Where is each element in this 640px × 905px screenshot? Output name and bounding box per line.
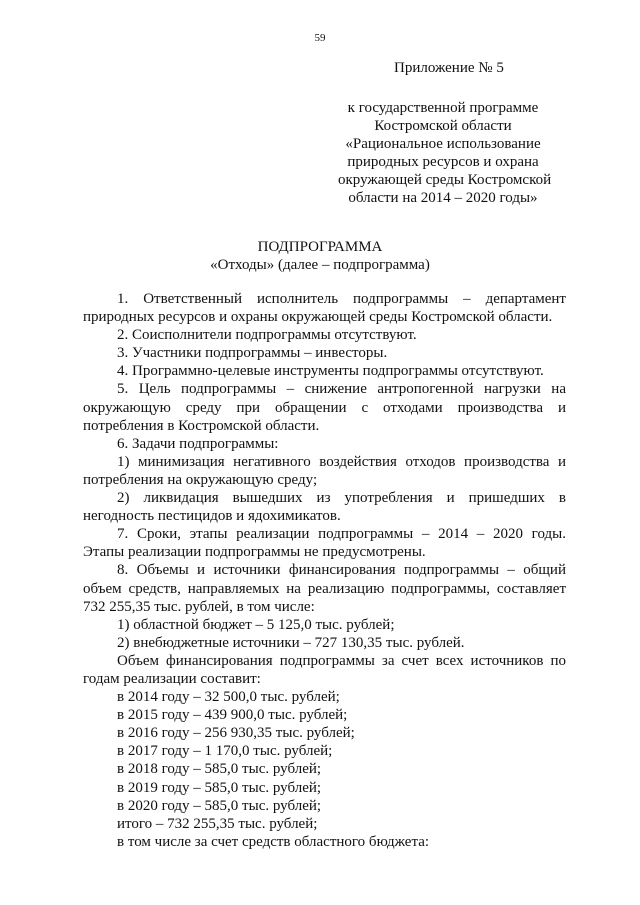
subprogram-subtitle: «Отходы» (далее – подпрограмма) [210,257,430,273]
appendix-line: природных ресурсов и охрана [347,154,539,170]
body-line: 1) областной бюджет – 5 125,0 тыс. рублей; [117,616,395,633]
body-line: 4. Программно-целевые инструменты подпрограммы отсутствуют. [117,363,544,380]
body-line: природных ресурсов и охраны окружающей среды Костромской области. [83,309,553,326]
appendix-line: области на 2014 – 2020 годы» [348,190,538,206]
body-line: 732 255,35 тыс. рублей, в том числе: [83,598,315,615]
body-line: 7. Сроки, этапы реализации подпрограммы – 2014 – 2020 годы. [117,526,566,543]
appendix-line: окружающей среды Костромской [338,172,552,188]
body-line: 5. Цель подпрограммы – снижение антропогенной нагрузки на [117,381,566,398]
body-line: в 2019 году – 585,0 тыс. рублей; [117,779,322,796]
body-line: 1. Ответственный исполнитель подпрограммы – департамент [117,291,566,307]
page-number: 59 [314,32,326,44]
body-line: потребления в Костромской области. [83,417,320,434]
appendix-title: Приложение № 5 [394,60,504,76]
subprogram-heading [0,238,640,274]
body-line: 2) ликвидация вышедших из употребления и пришедших в [117,490,566,507]
body-line: годам реализации составит: [83,670,261,687]
body-line: в 2014 году – 32 500,0 тыс. рублей; [117,689,340,706]
body-line: окружающую среду при обращении с отходами производства и [83,399,566,416]
body-line: 2. Соисполнители подпрограммы отсутствуют. [117,327,417,344]
body-line: потребления на окружающую среду; [83,471,318,488]
appendix-line: к государственной программе [347,100,539,116]
body-line: негодность пестицидов и ядохимикатов. [83,508,341,525]
appendix-line: Костромской области [374,118,512,134]
appendix-reference [338,99,552,207]
body-line: 2) внебюджетные источники – 727 130,35 тыс. рублей. [117,634,465,651]
body-line: объем средств, направляемых на реализацию подпрограммы, составляет [83,580,566,597]
body-line: 8. Объемы и источники финансирования подпрограммы – общий [117,562,566,579]
body-line: в 2016 году – 256 930,35 тыс. рублей; [117,725,355,742]
body-line: 3. Участники подпрограммы – инвесторы. [117,345,388,362]
appendix-line: «Рациональное использование [345,136,541,152]
body-line: Этапы реализации подпрограммы не предусмотрены. [83,544,426,561]
subprogram-title: ПОДПРОГРАММА [257,239,383,255]
body-line: в 2017 году – 1 170,0 тыс. рублей; [117,743,333,760]
body-line: в 2020 году – 585,0 тыс. рублей; [117,797,322,814]
body-line: в том числе за счет средств областного бюджета: [117,833,430,850]
body-line: 1) минимизация негативного воздействия отходов производства и [117,453,566,470]
body-line: в 2015 году – 439 900,0 тыс. рублей; [117,707,348,724]
body-line: 6. Задачи подпрограммы: [117,435,279,452]
body-line: итого – 732 255,35 тыс. рублей; [117,815,318,832]
document-body [83,290,566,851]
body-line: Объем финансирования подпрограммы за счет всех источников по [117,652,566,669]
body-line: в 2018 году – 585,0 тыс. рублей; [117,761,322,778]
